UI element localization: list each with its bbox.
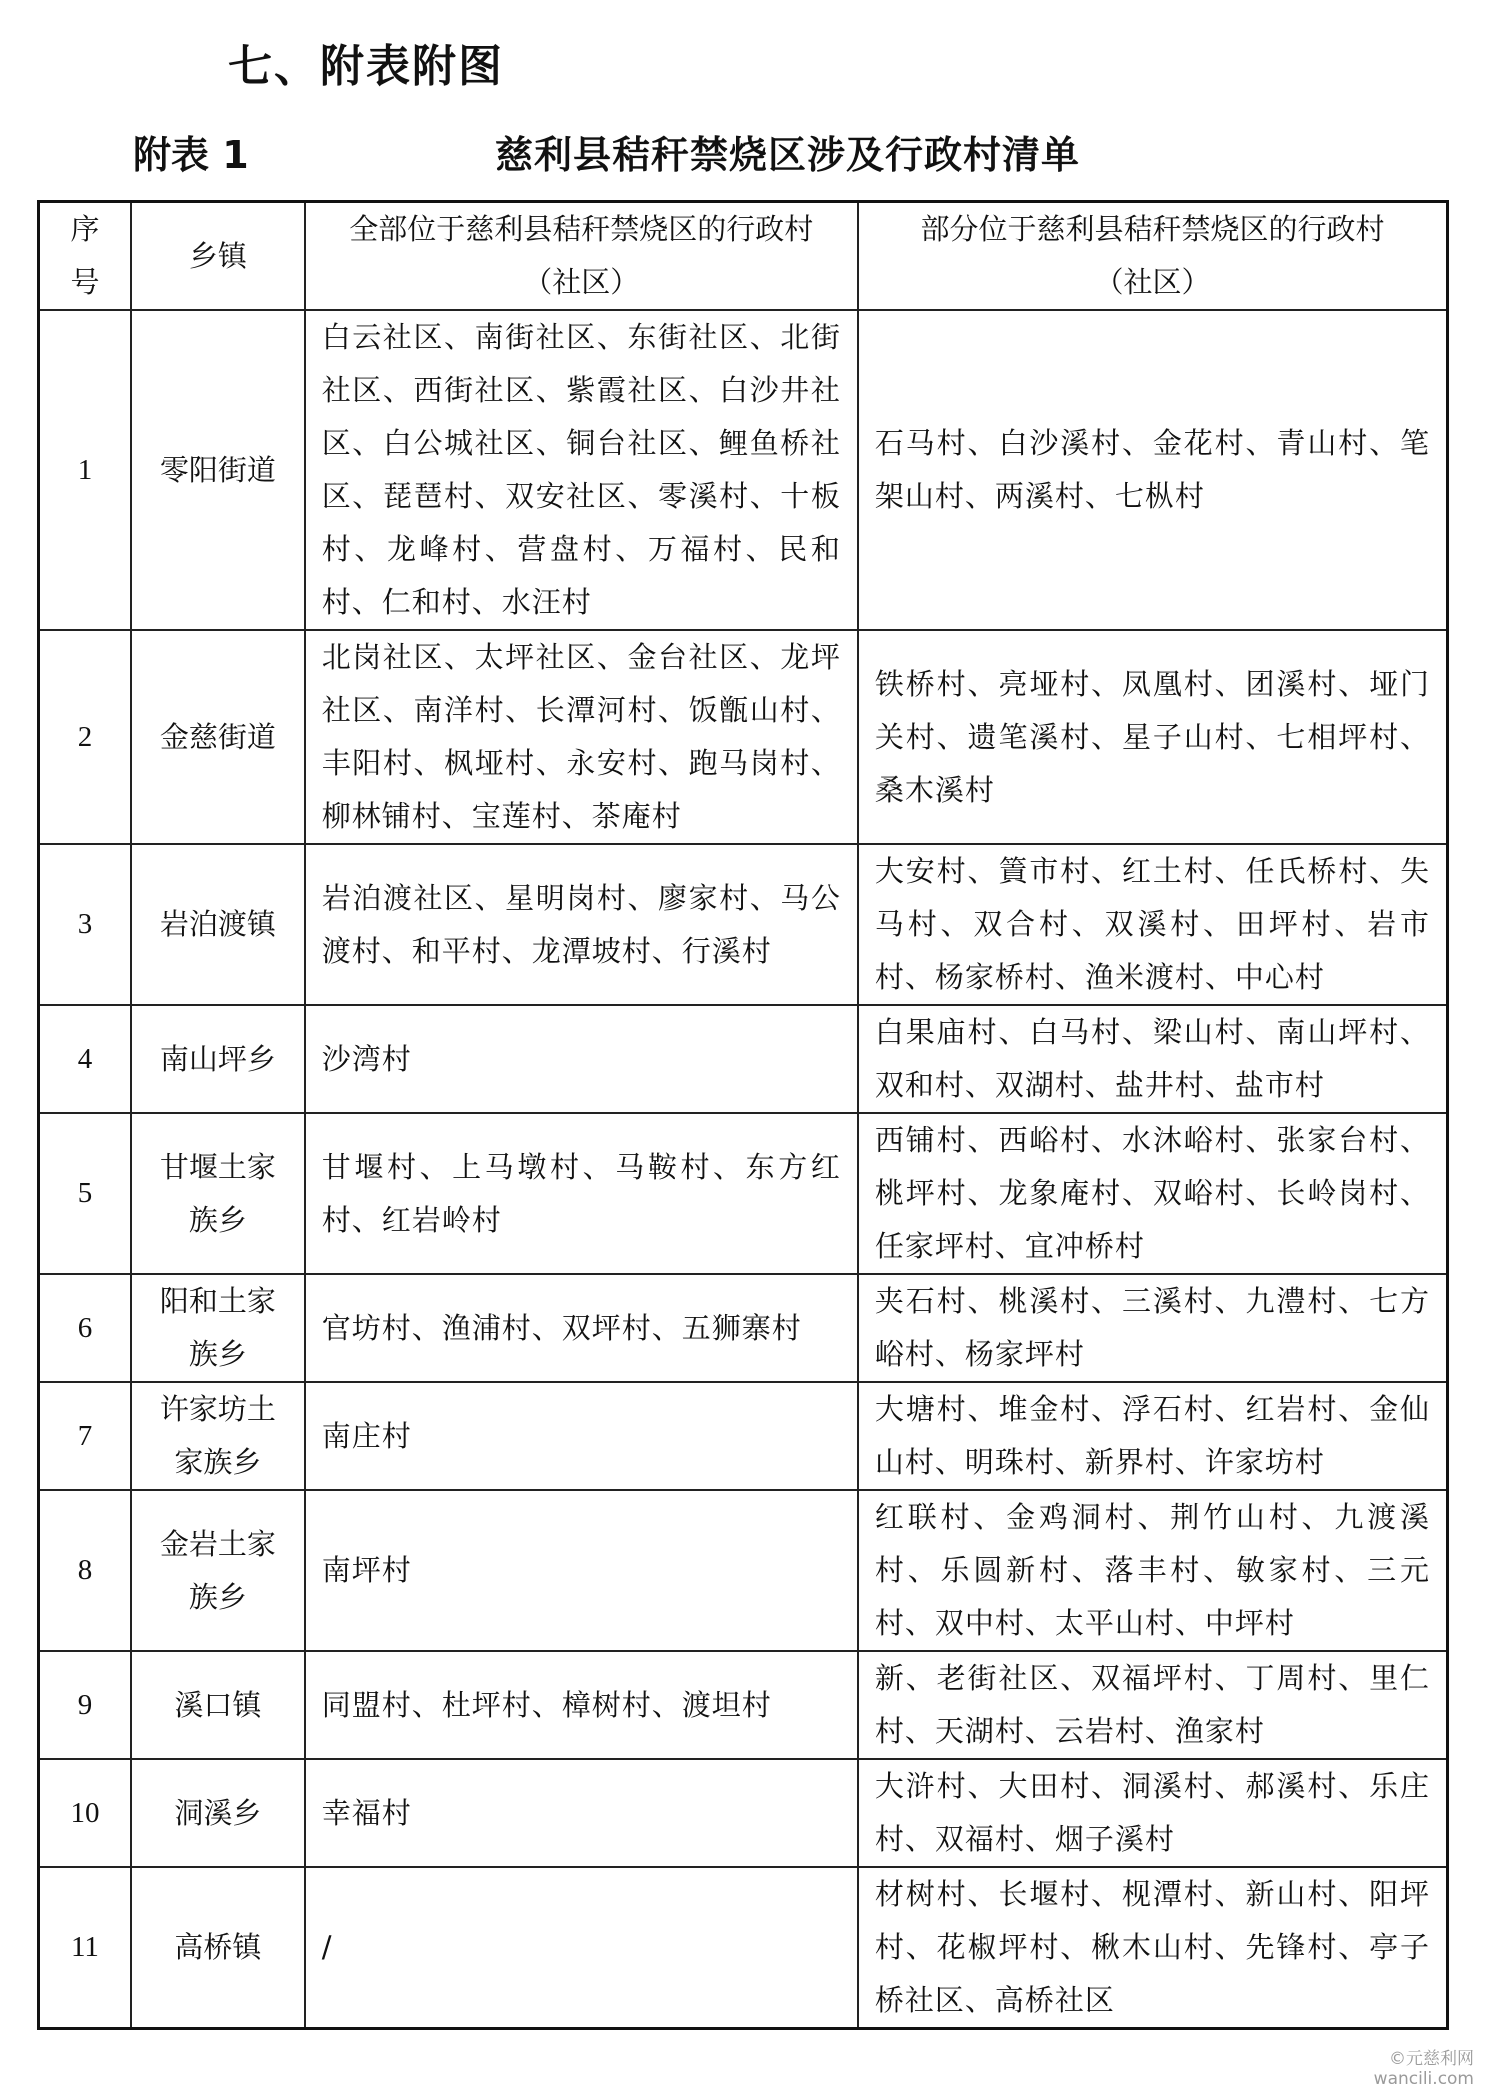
row-partial-villages: 材树村、长堰村、枧潭村、新山村、阳坪村、花椒坪村、楸木山村、先锋村、亭子桥社区、高桥社区 — [858, 1867, 1448, 2029]
row-partial-villages: 夹石村、桃溪村、三溪村、九澧村、七方峪村、杨家坪村 — [858, 1274, 1448, 1382]
row-partial-villages: 大安村、篢市村、红土村、任氏桥村、失马村、双合村、双溪村、田坪村、岩市村、杨家桥村、渔米渡村、中心村 — [858, 844, 1448, 1005]
table-row — [39, 1005, 1448, 1113]
header-town: 乡镇 — [131, 202, 305, 311]
row-full-villages: / — [305, 1867, 858, 2029]
row-full-villages: 南庄村 — [305, 1382, 858, 1490]
row-partial-villages: 白果庙村、白马村、梁山村、南山坪村、双和村、双湖村、盐井村、盐市村 — [858, 1005, 1448, 1113]
row-full-villages: 沙湾村 — [305, 1005, 858, 1113]
watermark-line2: wancili.com — [1373, 2069, 1474, 2089]
table-row — [39, 1759, 1448, 1867]
table-row — [39, 310, 1448, 630]
header-full-line1: 全部位于慈利县秸秆禁烧区的行政村 — [349, 212, 814, 246]
header-no-line1: 序 — [70, 212, 100, 246]
header-partial-line1: 部分位于慈利县秸秆禁烧区的行政村 — [920, 212, 1385, 246]
watermark — [1374, 2049, 1474, 2089]
header-partial-line2: （社区） — [1094, 265, 1211, 299]
row-no: 10 — [39, 1759, 131, 1867]
row-full-villages: 北岗社区、太坪社区、金台社区、龙坪社区、南洋村、长潭河村、饭甑山村、丰阳村、枫垭村、永安村、跑马岗村、柳林铺村、宝莲村、茶庵村 — [305, 630, 858, 844]
row-partial-villages: 红联村、金鸡洞村、荆竹山村、九渡溪村、乐圆新村、落丰村、敏家村、三元村、双中村、太平山村、中坪村 — [858, 1490, 1448, 1651]
table-row — [39, 844, 1448, 1005]
row-full-villages: 岩泊渡社区、星明岗村、廖家村、马公渡村、和平村、龙潭坡村、行溪村 — [305, 844, 858, 1005]
row-no: 5 — [39, 1113, 131, 1274]
row-no: 6 — [39, 1274, 131, 1382]
table-row — [39, 630, 1448, 844]
table-row — [39, 1651, 1448, 1759]
row-no: 4 — [39, 1005, 131, 1113]
header-full — [305, 202, 858, 311]
table-row — [39, 1382, 1448, 1490]
row-full-villages: 白云社区、南街社区、东街社区、北街社区、西街社区、紫霞社区、白沙井社区、白公城社区、铜台社区、鲤鱼桥社区、琵琶村、双安社区、零溪村、十板村、龙峰村、营盘村、万福村、民和村、仁和村、水汪村 — [305, 310, 858, 630]
row-town: 甘堰土家族乡 — [131, 1113, 305, 1274]
row-town: 阳和土家族乡 — [131, 1274, 305, 1382]
row-town: 岩泊渡镇 — [131, 844, 305, 1005]
table-title-row — [0, 124, 1500, 184]
row-partial-villages: 铁桥村、亮垭村、凤凰村、团溪村、垭门关村、遗笔溪村、星子山村、七相坪村、桑木溪村 — [858, 630, 1448, 844]
row-partial-villages: 大塘村、堆金村、浮石村、红岩村、金仙山村、明珠村、新界村、许家坊村 — [858, 1382, 1448, 1490]
row-partial-villages: 新、老街社区、双福坪村、丁周村、里仁村、天湖村、云岩村、渔家村 — [858, 1651, 1448, 1759]
watermark-line1: ©元慈利网 — [1389, 2049, 1474, 2069]
village-list-table — [37, 200, 1449, 2030]
table-label: 附表 1 — [133, 133, 249, 177]
row-town: 金岩土家族乡 — [131, 1490, 305, 1651]
row-town: 高桥镇 — [131, 1867, 305, 2029]
row-full-villages: 幸福村 — [305, 1759, 858, 1867]
row-full-villages: 甘堰村、上马墩村、马鞍村、东方红村、红岩岭村 — [305, 1113, 858, 1274]
table-row — [39, 1490, 1448, 1651]
section-heading: 七、附表附图 — [228, 41, 504, 92]
row-partial-villages: 西铺村、西峪村、水沐峪村、张家台村、桃坪村、龙象庵村、双峪村、长岭岗村、任家坪村、宜冲桥村 — [858, 1113, 1448, 1274]
table-row — [39, 1274, 1448, 1382]
row-full-villages: 官坊村、渔浦村、双坪村、五狮寨村 — [305, 1274, 858, 1382]
row-full-villages: 同盟村、杜坪村、樟树村、渡坦村 — [305, 1651, 858, 1759]
row-no: 9 — [39, 1651, 131, 1759]
row-partial-villages: 石马村、白沙溪村、金花村、青山村、笔架山村、两溪村、七枞村 — [858, 310, 1448, 630]
row-no: 8 — [39, 1490, 131, 1651]
table-row — [39, 1113, 1448, 1274]
row-no: 1 — [39, 310, 131, 630]
header-no — [39, 202, 131, 311]
header-full-line2: （社区） — [523, 265, 640, 299]
table-header-row — [39, 202, 1448, 311]
table-title: 慈利县秸秆禁烧区涉及行政村清单 — [495, 133, 1081, 177]
row-no: 2 — [39, 630, 131, 844]
row-no: 3 — [39, 844, 131, 1005]
row-town: 金慈街道 — [131, 630, 305, 844]
table-row — [39, 1867, 1448, 2029]
row-full-villages: 南坪村 — [305, 1490, 858, 1651]
row-town: 许家坊土家族乡 — [131, 1382, 305, 1490]
row-no: 7 — [39, 1382, 131, 1490]
row-partial-villages: 大浒村、大田村、洞溪村、郝溪村、乐庄村、双福村、烟子溪村 — [858, 1759, 1448, 1867]
header-partial — [858, 202, 1448, 311]
row-no: 11 — [39, 1867, 131, 2029]
row-town: 零阳街道 — [131, 310, 305, 630]
row-town: 南山坪乡 — [131, 1005, 305, 1113]
row-town: 溪口镇 — [131, 1651, 305, 1759]
header-no-line2: 号 — [70, 265, 100, 299]
row-town: 洞溪乡 — [131, 1759, 305, 1867]
